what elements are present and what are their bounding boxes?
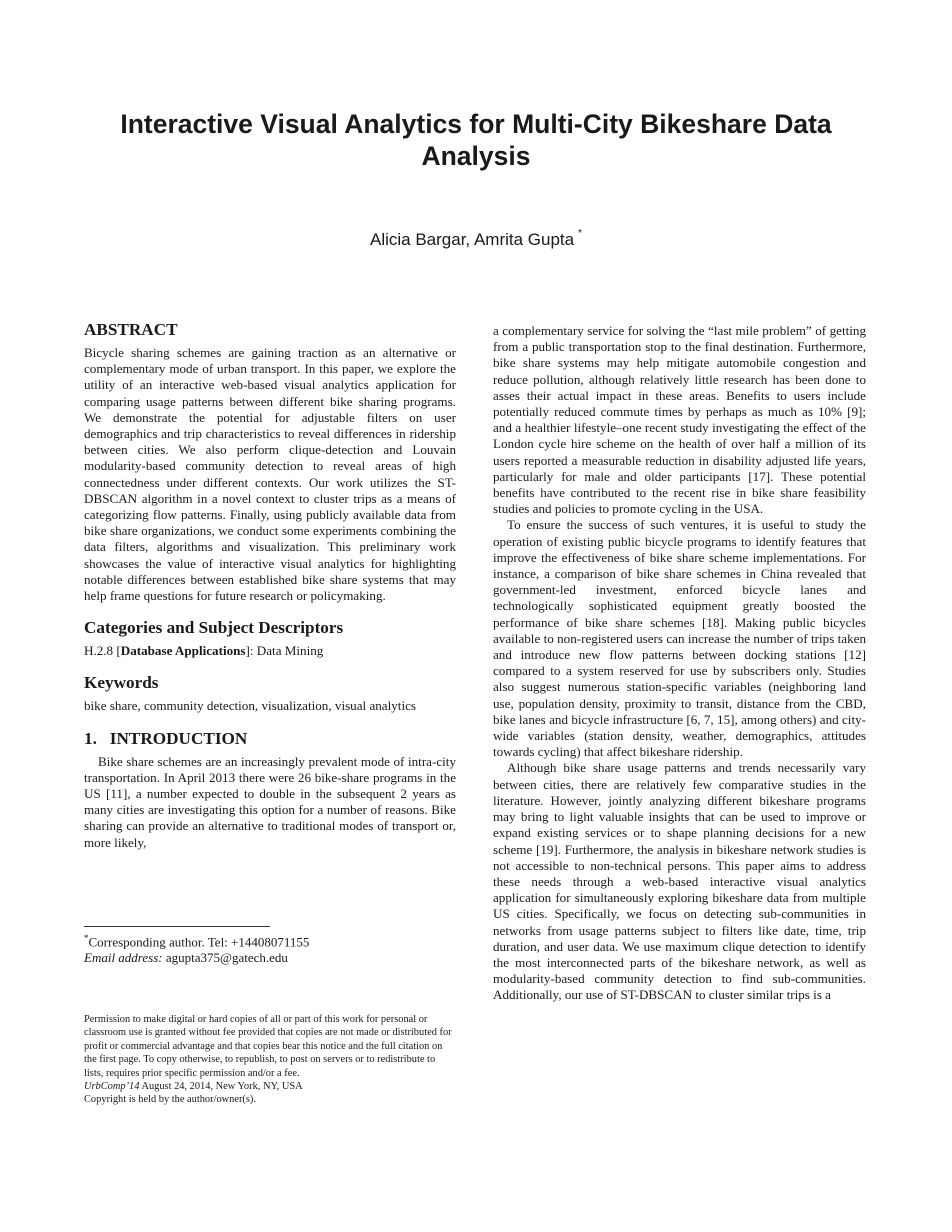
author-names: Alicia Bargar, Amrita Gupta bbox=[370, 230, 575, 249]
footnote-contact: Corresponding author. Tel: +14408071155 bbox=[88, 934, 310, 950]
introduction-heading: 1. INTRODUCTION bbox=[84, 728, 248, 748]
intro-paragraph-2: To ensure the success of such ventures, it is useful to study the operation of existing public bicycle programs to identify features that improve the effectiveness of bike share scheme implementations. For instance, a comparison of bike share schemes in China revealed that government-led investment, enforced bicycle lanes and technologically sophisticated equipment greatly boosted the performance of bike share schemes [18]. Making public bicycles available to non-registered users can increase the number of trips taken and introduce new flow patterns between docking stations [12] compared to a system reserved for use by subscribers only. Studies also suggest numerous station-specific variables (neighboring land use, population density, proximity to transit, distance from the CBD, bike lanes and bicycle infrastructure [6, 7, 15], among others) and city-wide variables (station density, weather, demographics, attitudes towards cycling) that affect bikeshare ridership. bbox=[493, 517, 866, 760]
left-column bbox=[84, 320, 456, 851]
keywords-text: bike share, community detection, visualization, visual analytics bbox=[84, 698, 416, 714]
permission-text: Permission to make digital or hard copies of all or part of this work for personal or classroom use is granted without fee provided that copies are not made or distributed for profit or commercial advantage and that copies bear this notice and the full citation on the first page. To copy otherwise, to republish, to post on servers or to redistribute to lists, requires prior specific permission and/or a fee. bbox=[84, 1014, 452, 1079]
abstract-text: Bicycle sharing schemes are gaining traction as an alternative or complementary mode of urban transport. In this paper, we explore the utility of an interactive web-based visual analytics application for comparing usage patterns between different bike sharing programs. We demonstrate the potential for adjustable filters on user demographics and trip characteristics to reveal differences in ridership between cities. We also perform clique-detection and Louvain modularity-based community detection to reveal areas of high connectedness under different contexts. Our work utilizes the ST-DBSCAN algorithm in a novel context to cluster trips as a means of categorizing flow patterns. Finally, using publicly available data from bike share organizations, we conduct some experiments combining the data filters, algorithms and visualization. This preliminary work showcases the value of interactive visual analytics for highlighting notable differences between established bike share systems that may help frame questions for future research or policymaking. bbox=[84, 345, 456, 604]
venue-name: UrbComp’14 bbox=[84, 1081, 140, 1093]
right-column bbox=[493, 323, 866, 1004]
footnote-divider bbox=[84, 926, 270, 927]
abstract-heading: ABSTRACT bbox=[84, 320, 178, 339]
category-code: H.2.8 [ bbox=[84, 643, 121, 659]
category-name: Database Applications bbox=[120, 643, 246, 659]
categories-text bbox=[84, 643, 456, 659]
venue-details: August 24, 2014, New York, NY, USA bbox=[141, 1081, 303, 1093]
categories-heading: Categories and Subject Descriptors bbox=[84, 618, 344, 638]
intro-paragraph-1: Bike share schemes are an increasingly prevalent mode of intra-city transportation. In April 2013 there were 26 bike-share programs in the US [11], a number expected to double in the subsequent 2 years as many cities are investigating this option for a number of reasons. Bike sharing can provide an alternative to traditional modes of transport or, more likely, bbox=[84, 753, 456, 850]
permission-notice bbox=[84, 1013, 456, 1107]
email-label: Email address: bbox=[84, 950, 163, 966]
category-rest: ]: Data Mining bbox=[245, 643, 324, 659]
footnote-mark: * bbox=[84, 933, 89, 943]
intro-paragraph-1-continued: a complementary service for solving the “last mile problem” of getting from a public transportation stop to the final destination. Furthermore, bike share systems may help mitigate automobile congestion and reduce pollution, although relatively little research has been done to asses their actual impact in these areas. Benefits to users include potentially reduced commute times by perhaps as much as 10% [9]; and a healthier lifestyle–one recent study investigating the effect of the London cycle hire scheme on the health of over half a million of its users reported a measurable reduction in disability adjusted life years, particularly for male and older participants [17]. These potential benefits have contributed to the recent rise in bike share feasibility studies and policies to promote cycling in the USA. bbox=[493, 323, 866, 517]
paper-title: Interactive Visual Analytics for Multi-City Bikeshare Data Analysis bbox=[120, 109, 832, 171]
author-email: agupta375@gatech.edu bbox=[165, 950, 288, 966]
keywords-heading: Keywords bbox=[84, 673, 159, 693]
intro-paragraph-3: Although bike share usage patterns and trends necessarily vary between cities, there are relatively few comparative studies in the literature. However, jointly analyzing different bikeshare programs may bring to light valuable insights that can be used to improve or expand existing services or to shape planning decisions for a new scheme [19]. Furthermore, the analysis in bikeshare network studies is not accessible to non-technical persons. This paper aims to address these needs through a web-based interactive visual analytics application for simultaneously exploring bikeshare data from multiple US cities. Specifically, we focus on detecting sub-communities in networks from usage patterns subject to filters like date, time, trip duration, and user data. We use maximum clique detection to identify the most interconnected parts of the bikeshare network, as well as modularity-based community detection to find sub-communities. Additionally, our use of ST-DBSCAN to cluster similar trips is a bbox=[493, 760, 866, 1003]
author-list bbox=[0, 223, 952, 251]
copyright-notice: Copyright is held by the author/owner(s). bbox=[84, 1094, 256, 1106]
footnote bbox=[84, 930, 456, 966]
corresponding-author-mark: * bbox=[578, 228, 582, 239]
